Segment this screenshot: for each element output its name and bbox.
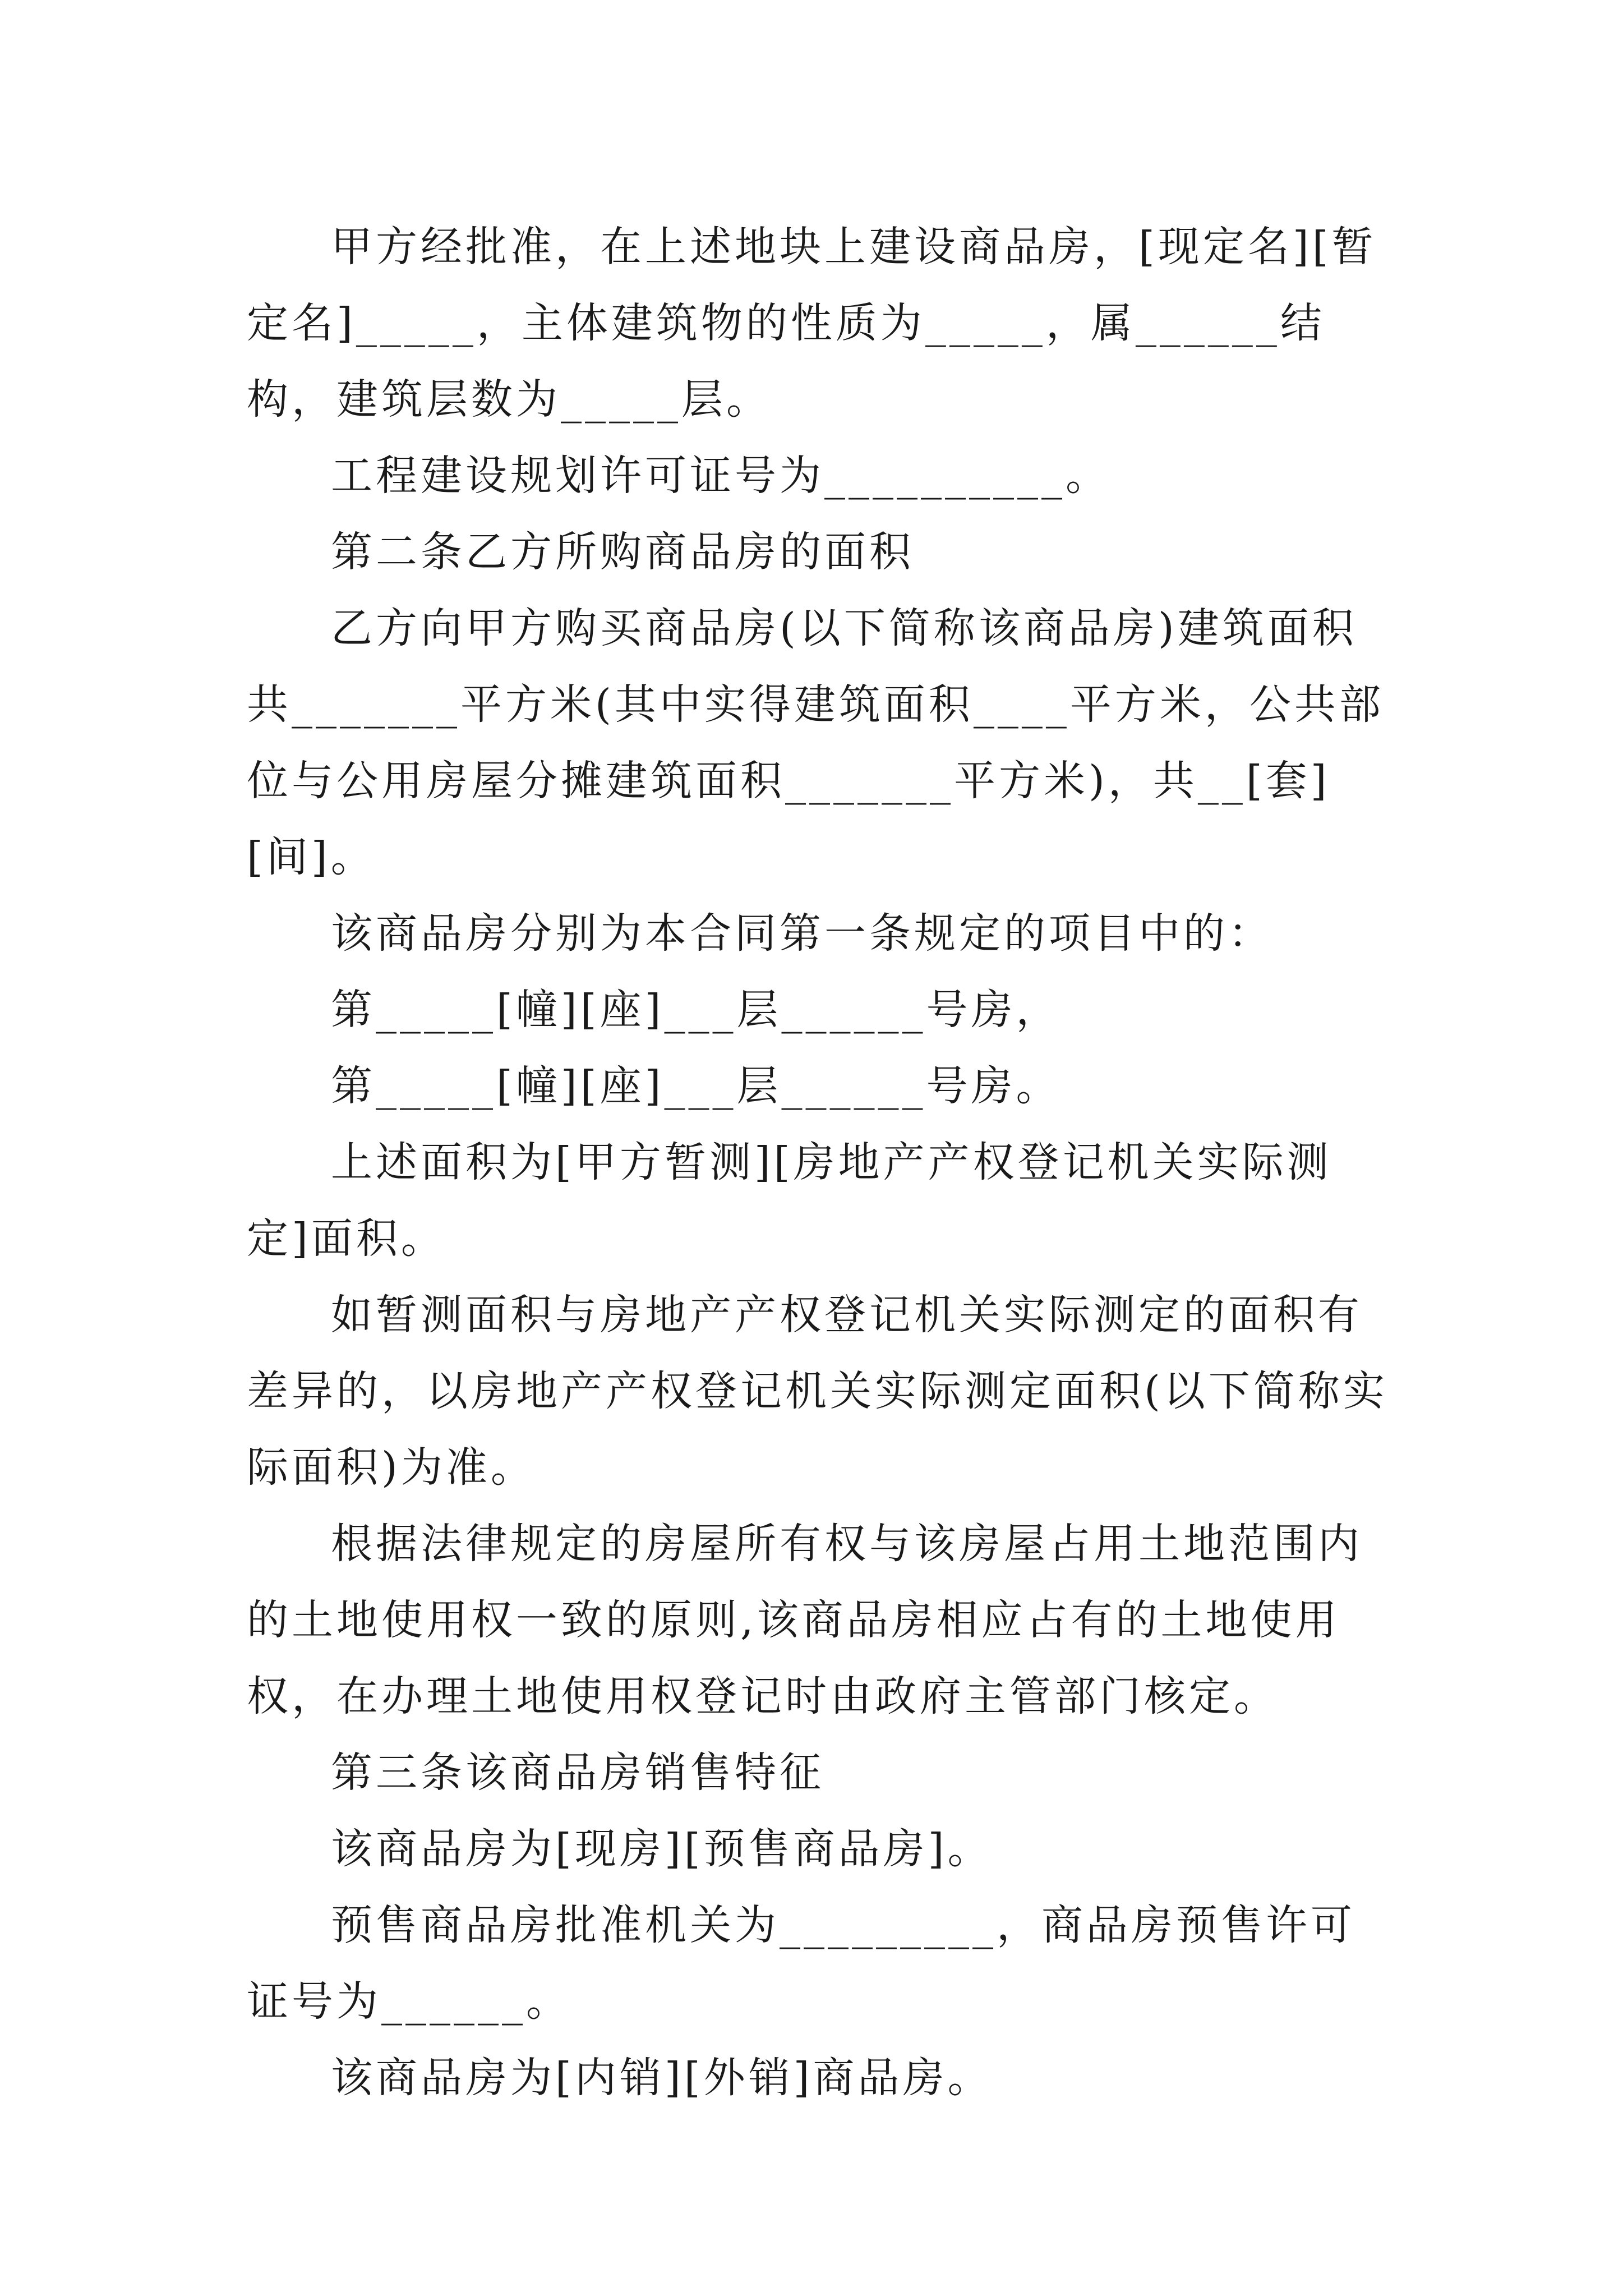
paragraph-permit-number: 工程建设规划许可证号为__________。 <box>331 452 1110 500</box>
paragraph-land-use-rights: 根据法律规定的房屋所有权与该房屋占用土地范围内的土地使用权一致的原则,该商品房相应占有的土地使用权，在办理土地使用权登记时由政府主管部门核定。 <box>247 1520 1363 1720</box>
paragraph-construction-info: 甲方经批准，在上述地块上建设商品房，[现定名][暂定名]_____，主体建筑物的性质为_____，属______结构，建筑层数为_____层。 <box>247 223 1377 424</box>
paragraph-area-difference: 如暂测面积与房地产产权登记机关实际测定的面积有差异的，以房地产产权登记机关实际测定面积(以下简称实际面积)为准。 <box>247 1291 1388 1492</box>
paragraph-sale-type: 该商品房为[现房][预售商品房]。 <box>331 1825 993 1873</box>
article-3-heading: 第三条该商品房销售特征 <box>331 1749 824 1797</box>
paragraph-area-purchased: 乙方向甲方购买商品房(以下简称该商品房)建筑面积共_______平方米(其中实得建筑面积____平方米，公共部位与公用房屋分摊建筑面积_______平方米)，共__[套][间]。 <box>247 604 1384 881</box>
paragraph-unit-1: 第_____[幢][座]___层______号房， <box>331 986 1061 1034</box>
paragraph-domestic-foreign: 该商品房为[内销][外销]商品房。 <box>331 2054 993 2102</box>
paragraph-area-basis: 上述面积为[甲方暂测][房地产产权登记机关实际测定]面积。 <box>247 1138 1332 1263</box>
document-body <box>247 209 1391 2116</box>
paragraph-project-units: 该商品房分别为本合同第一条规定的项目中的： <box>331 909 1273 958</box>
article-2-heading: 第二条乙方所购商品房的面积 <box>331 528 914 576</box>
paragraph-presale-permit: 预售商品房批准机关为_________，商品房预售许可证号为______。 <box>247 1901 1355 2026</box>
paragraph-unit-2: 第_____[幢][座]___层______号房。 <box>331 1062 1061 1110</box>
